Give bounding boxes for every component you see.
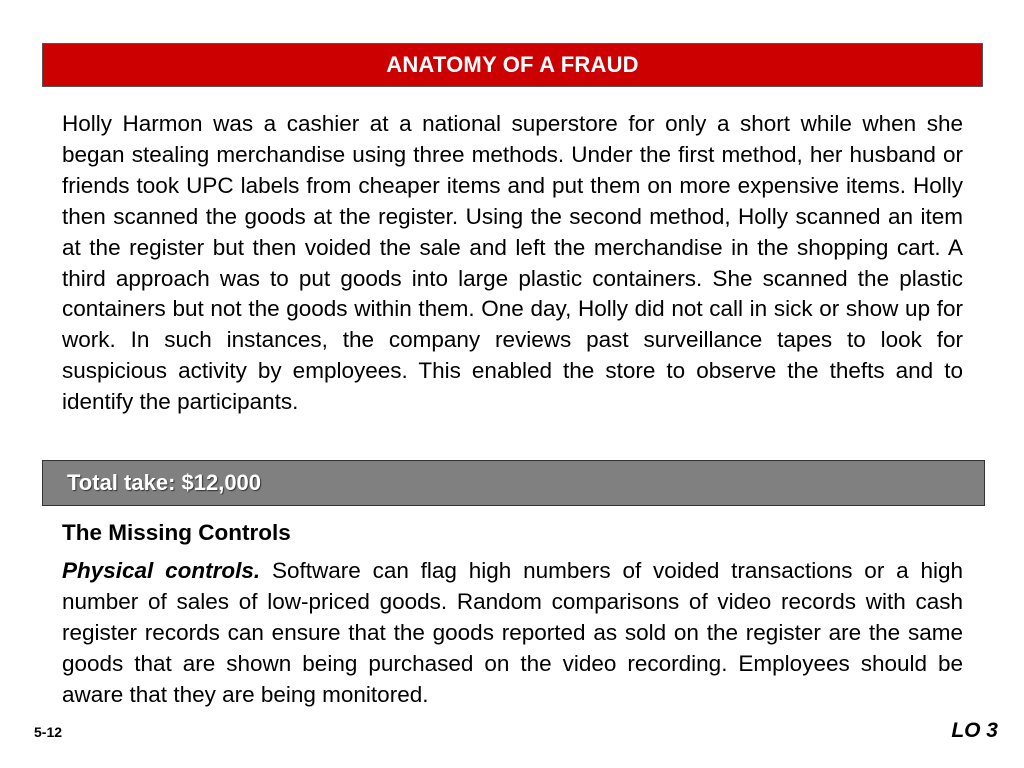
physical-controls-lead: Physical controls. — [62, 558, 261, 583]
physical-controls-paragraph — [62, 556, 963, 711]
physical-controls-text: Software can flag high numbers of voided transactions or a high number of sales of low-priced goods. Random comparisons of video records with cash register records can ensure that the goods reported as sold on the register are the same goods that are shown being purchased on the video recording. Employees should be aware that they are being monitored. — [62, 558, 963, 707]
total-take-label: Total take: $12,000 — [67, 470, 262, 495]
total-take-banner — [42, 460, 985, 506]
fraud-story-paragraph: Holly Harmon was a cashier at a national superstore for only a short while when she began stealing merchandise using three methods. Under the first method, her husband or friends took UPC labels from cheaper items and put them on more expensive items. Holly then scanned the goods at the register. Using the second method, Holly scanned an item at the register but then voided the sale and left the merchandise in the shopping cart. A third approach was to put goods into large plastic containers. She scanned the plastic containers but not the goods within them. One day, Holly did not call in sick or show up for work. In such instances, the company reviews past surveillance tapes to look for suspicious activity by employees. This enabled the store to observe the thefts and to identify the participants. — [62, 111, 963, 415]
title-banner — [42, 43, 983, 87]
slide-title: ANATOMY OF A FRAUD — [386, 52, 639, 77]
missing-controls-heading: The Missing Controls — [62, 520, 291, 545]
learning-objective-label: LO 3 — [951, 719, 998, 742]
slide-number: 5-12 — [34, 724, 63, 740]
